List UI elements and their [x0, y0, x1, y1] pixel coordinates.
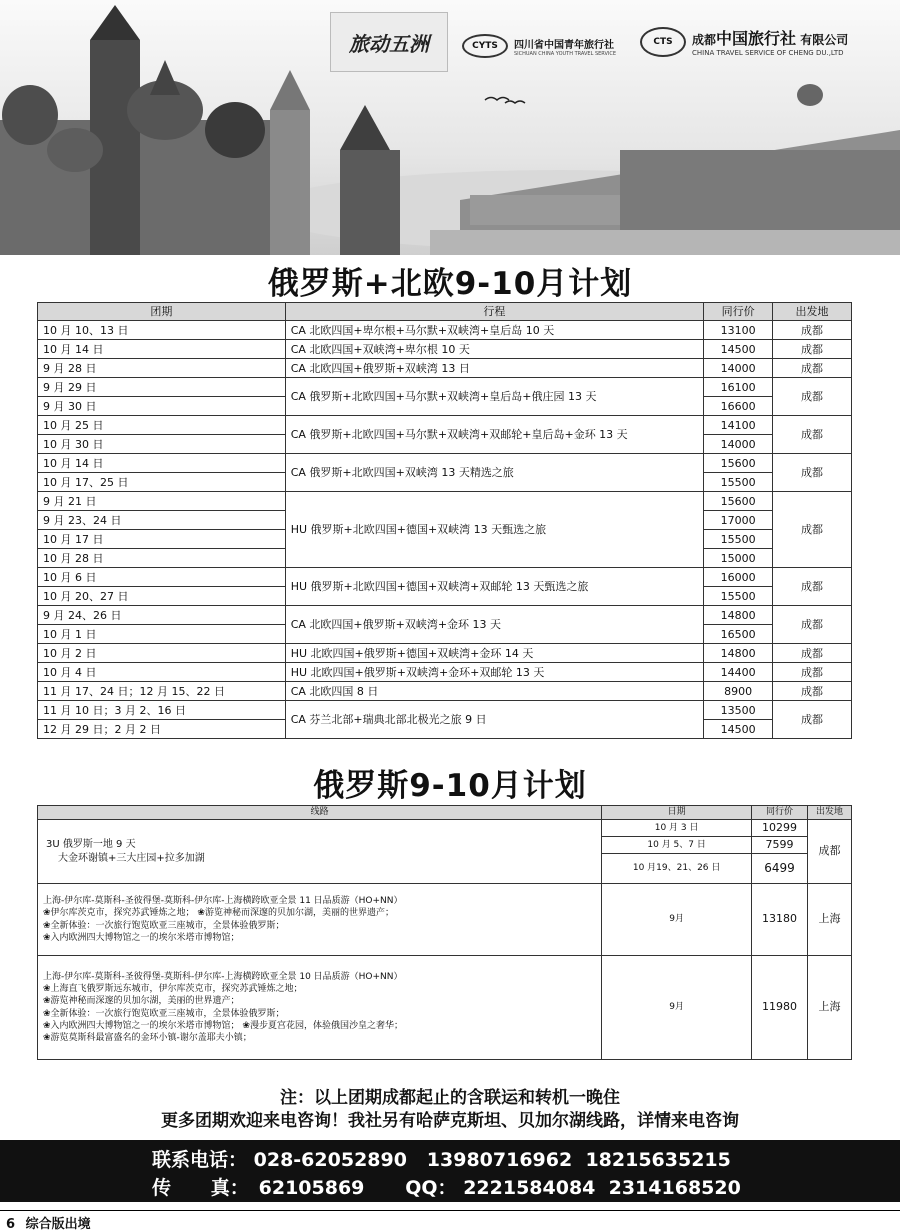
- date-cell: 10 月 28 日: [38, 549, 286, 568]
- date-cell: 10 月 14 日: [38, 454, 286, 473]
- header-price: 同行价: [752, 806, 808, 820]
- date-cell: 11 月 17、24 日；12 月 15、22 日: [38, 682, 286, 701]
- city-cell: 成都: [773, 321, 852, 340]
- russia-nordic-schedule-table: [37, 302, 852, 739]
- table-header-row: [38, 303, 852, 321]
- route-line: 上海-伊尔库-莫斯科-圣彼得堡-莫斯科-伊尔库-上海横跨欧亚全景 10 日品质游（HO+NN）: [43, 972, 403, 983]
- city-cell: 成都: [773, 682, 852, 701]
- price-cell: 15500: [704, 530, 773, 549]
- table-row: [38, 606, 852, 625]
- price-cell: 6499: [752, 854, 808, 884]
- table-row: [38, 492, 852, 511]
- table-row: [38, 701, 852, 720]
- table-row: [38, 884, 852, 956]
- route-cell: CA 俄罗斯+北欧四国+马尔默+双峡湾+双邮轮+皇后岛+金环 13 天: [285, 416, 703, 454]
- table-row: [38, 321, 852, 340]
- price-cell: 14400: [704, 663, 773, 682]
- city-cell: 上海: [808, 884, 852, 956]
- section1-title: 俄罗斯+北欧9-10月计划: [267, 266, 633, 302]
- route-line: 3U 俄罗斯一地 9 天: [46, 839, 136, 850]
- cts-logo: [640, 26, 848, 57]
- table-row: [38, 378, 852, 397]
- date-cell: 10 月 4 日: [38, 663, 286, 682]
- price-cell: 16500: [704, 625, 773, 644]
- date-cell: 10 月 20、27 日: [38, 587, 286, 606]
- price-cell: 14000: [704, 359, 773, 378]
- table-row: [38, 682, 852, 701]
- route-cell: HU 北欧四国+俄罗斯+德国+双峡湾+金环 14 天: [285, 644, 703, 663]
- date-cell: 10 月 17 日: [38, 530, 286, 549]
- city-cell: 成都: [773, 663, 852, 682]
- route-cell: CA 俄罗斯+北欧四国+马尔默+双峡湾+皇后岛+俄庄园 13 天: [285, 378, 703, 416]
- route-cell: CA 北欧四国+双峡湾+卑尔根 10 天: [285, 340, 703, 359]
- cts-name-en: CHINA TRAVEL SERVICE OF CHENG DU.,LTD: [692, 49, 844, 57]
- phone-numbers: 028-62052890 13980716962 18215635215: [253, 1149, 731, 1171]
- route-line: ❀全新体验：一次旅行饱览欧亚三座城市，全景体验俄罗斯；: [43, 1008, 285, 1019]
- city-cell: 成都: [773, 340, 852, 359]
- price-cell: 16600: [704, 397, 773, 416]
- price-cell: 7599: [752, 837, 808, 854]
- price-cell: 11980: [752, 956, 808, 1060]
- price-cell: 13180: [752, 884, 808, 956]
- date-cell: 9月: [602, 956, 752, 1060]
- city-cell: 成都: [773, 378, 852, 416]
- route-line: 上海-伊尔库-莫斯科-圣彼得堡-莫斯科-伊尔库-上海横跨欧亚全景 11 日品质游（HO+NN）: [43, 896, 403, 907]
- price-cell: 15500: [704, 473, 773, 492]
- date-cell: 9 月 24、26 日: [38, 606, 286, 625]
- date-cell: 9月: [602, 884, 752, 956]
- price-cell: 13500: [704, 701, 773, 720]
- header-city: 出发地: [808, 806, 852, 820]
- cts-suffix: 有限公司: [800, 33, 849, 47]
- fax-number: 62105869: [258, 1177, 365, 1199]
- route-cell: [38, 956, 602, 1060]
- table-row: [38, 359, 852, 378]
- date-cell: 11 月 10 日；3 月 2、16 日: [38, 701, 286, 720]
- route-cell: HU 俄罗斯+北欧四国+德国+双峡湾+双邮轮 13 天甄选之旅: [285, 568, 703, 606]
- header-route: 行程: [285, 303, 703, 321]
- header-banner: [0, 0, 900, 255]
- table-row: [38, 568, 852, 587]
- header-city: 出发地: [773, 303, 852, 321]
- price-cell: 14100: [704, 416, 773, 435]
- price-cell: 14500: [704, 720, 773, 739]
- city-cell: 成都: [773, 492, 852, 568]
- calligraphy-logo: 旅动五洲: [330, 12, 448, 72]
- date-cell: 10 月 2 日: [38, 644, 286, 663]
- table-row: [38, 416, 852, 435]
- price-cell: 14800: [704, 606, 773, 625]
- price-cell: 14500: [704, 340, 773, 359]
- city-cell: 上海: [808, 956, 852, 1060]
- date-cell: 10 月 3 日: [602, 820, 752, 837]
- table-row: [38, 340, 852, 359]
- price-cell: 14000: [704, 435, 773, 454]
- price-cell: 8900: [704, 682, 773, 701]
- route-line: ❀入内欧洲四大博物馆之一的埃尔米塔市博物馆；: [43, 932, 240, 943]
- date-cell: 10 月 10、13 日: [38, 321, 286, 340]
- price-cell: 16000: [704, 568, 773, 587]
- route-cell: CA 北欧四国 8 日: [285, 682, 703, 701]
- date-cell: 9 月 29 日: [38, 378, 286, 397]
- date-cell: 9 月 21 日: [38, 492, 286, 511]
- cts-emblem-icon: CTS: [640, 27, 686, 57]
- route-cell: HU 北欧四国+俄罗斯+双峡湾+金环+双邮轮 13 天: [285, 663, 703, 682]
- date-cell: 10 月 6 日: [38, 568, 286, 587]
- city-cell: 成都: [773, 416, 852, 454]
- table-header-row: [38, 806, 852, 820]
- header-date: 团期: [38, 303, 286, 321]
- header-price: 同行价: [704, 303, 773, 321]
- cyts-logo: [462, 34, 616, 58]
- date-cell: 9 月 23、24 日: [38, 511, 286, 530]
- city-cell: 成都: [773, 359, 852, 378]
- price-cell: 15600: [704, 454, 773, 473]
- note-line-1: 注：以上团期成都起止的含联运和转机一晚住: [280, 1088, 620, 1108]
- route-cell: CA 北欧四国+俄罗斯+双峡湾+金环 13 天: [285, 606, 703, 644]
- cyts-name: 四川省中国青年旅行社: [514, 39, 614, 51]
- date-cell: 10 月 5、7 日: [602, 837, 752, 854]
- route-cell: CA 北欧四国+卑尔根+马尔默+双峡湾+皇后岛 10 天: [285, 321, 703, 340]
- cyts-name-en: SICHUAN CHINA YOUTH TRAVEL SERVICE: [514, 50, 617, 57]
- route-line: ❀伊尔库茨克市，探究苏武锤炼之地； ❀游览神秘而深邃的贝加尔湖，美丽的世界遗产；: [43, 908, 394, 919]
- price-cell: 16100: [704, 378, 773, 397]
- page-footer: [0, 1208, 900, 1230]
- table-row: [38, 956, 852, 1060]
- city-cell: 成都: [808, 820, 852, 884]
- qq-numbers: 2221584084 2314168520: [463, 1177, 741, 1199]
- route-line: 大金环谢镇+三大庄园+拉多加湖: [58, 852, 205, 864]
- route-cell: CA 北欧四国+俄罗斯+双峡湾 13 日: [285, 359, 703, 378]
- price-cell: 10299: [752, 820, 808, 837]
- table-row: [38, 454, 852, 473]
- russia-schedule-table: [37, 805, 852, 1060]
- price-cell: 15500: [704, 587, 773, 606]
- price-cell: 13100: [704, 321, 773, 340]
- route-line: ❀游览莫斯科最富盛名的金环小镇-谢尔盖耶夫小镇；: [43, 1032, 252, 1043]
- table-row: [38, 663, 852, 682]
- city-cell: 成都: [773, 644, 852, 663]
- price-cell: 17000: [704, 511, 773, 530]
- cyts-emblem-icon: CYTS: [462, 34, 508, 58]
- price-cell: 14800: [704, 644, 773, 663]
- route-line: ❀上海直飞俄罗斯远东城市，伊尔库茨克市，探究苏武锤炼之地；: [43, 984, 303, 995]
- route-cell: CA 俄罗斯+北欧四国+双峡湾 13 天精选之旅: [285, 454, 703, 492]
- city-cell: 成都: [773, 454, 852, 492]
- cts-name: 中国旅行社: [716, 29, 797, 48]
- date-cell: 9 月 30 日: [38, 397, 286, 416]
- fax-label: 传 真：: [152, 1177, 249, 1199]
- date-cell: 10 月 25 日: [38, 416, 286, 435]
- qq-label: QQ：: [405, 1177, 457, 1199]
- page-number: 6: [6, 1217, 16, 1232]
- city-cell: 成都: [773, 568, 852, 606]
- date-cell: 10 月 14 日: [38, 340, 286, 359]
- route-cell: [38, 884, 602, 956]
- contact-footer: [0, 1140, 900, 1202]
- note-line-2: 更多团期欢迎来电咨询！我社另有哈萨克斯坦、贝加尔湖线路，详情来电咨询: [161, 1111, 739, 1131]
- date-cell: 10 月 1 日: [38, 625, 286, 644]
- table-row: [38, 644, 852, 663]
- route-cell: CA 芬兰北部+瑞典北部北极光之旅 9 日: [285, 701, 703, 739]
- date-cell: 12 月 29 日；2 月 2 日: [38, 720, 286, 739]
- cts-prefix: 成都: [692, 33, 717, 47]
- route-cell: [38, 820, 602, 884]
- phone-label: 联系电话：: [152, 1149, 248, 1171]
- section-name: 综合版出境: [25, 1217, 91, 1232]
- city-cell: 成都: [773, 701, 852, 739]
- price-cell: 15000: [704, 549, 773, 568]
- header-date: 日期: [602, 806, 752, 820]
- date-cell: 10 月 17、25 日: [38, 473, 286, 492]
- section2-title: 俄罗斯9-10月计划: [313, 768, 587, 804]
- route-line: ❀游览神秘而深邃的贝加尔湖，美丽的世界遗产；: [43, 996, 240, 1007]
- date-cell: 10 月 30 日: [38, 435, 286, 454]
- route-line: ❀入内欧洲四大博物馆之一的埃尔米塔市博物馆； ❀漫步夏宫花园，体验俄国沙皇之奢华；: [43, 1020, 403, 1031]
- price-cell: 15600: [704, 492, 773, 511]
- date-cell: 9 月 28 日: [38, 359, 286, 378]
- city-cell: 成都: [773, 606, 852, 644]
- table-row: [38, 820, 852, 837]
- route-line: ❀全新体验：一次旅行饱览欧亚三座城市，全景体验俄罗斯；: [43, 920, 285, 931]
- route-cell: HU 俄罗斯+北欧四国+德国+双峡湾 13 天甄选之旅: [285, 492, 703, 568]
- header-route: 线路: [38, 806, 602, 820]
- date-cell: 10 月19、21、26 日: [602, 854, 752, 884]
